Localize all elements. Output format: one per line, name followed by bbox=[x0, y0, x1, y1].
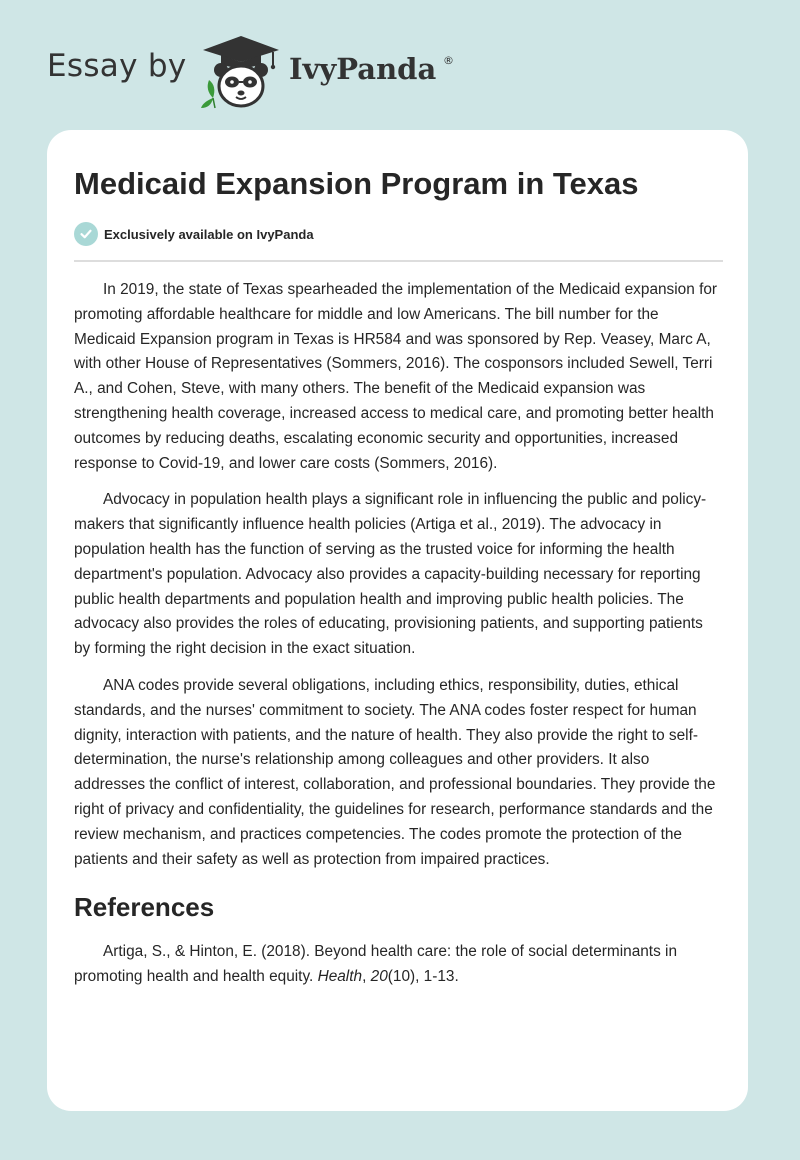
paragraph: ANA codes provide several obligations, including ethics, responsibility, duties, ethical standards, and the nurses' commitment to society. The ANA codes foster respect for human dignity, interaction with patients, and the nature of health. They also provide the right to self-determination, the nurse's relationship among colleagues and other providers. It also addresses the conflict of interest, collaboration, and professional boundaries. They provide the right of privacy and confidentiality, the guidelines for research, performance standards and the review mechanism, and practices competencies. The codes promote the protection of the patients and their safety as well as protection from impaired practices. bbox=[74, 676, 716, 868]
essay-body bbox=[74, 278, 723, 990]
reference-volume: 20 bbox=[370, 968, 388, 986]
references-heading: References bbox=[74, 892, 215, 923]
reference-item bbox=[74, 940, 723, 990]
check-icon bbox=[74, 222, 98, 246]
paragraph: In 2019, the state of Texas spearheaded the implementation of the Medicaid expansion for promoting affordable healthcare for middle and low Americans. The bill number for the Medicaid Expansion program in Texas is HR584 and was sponsored by Rep. Veasey, Marc A, with other House of Representatives (Sommers, 2016). The cosponsors included Sewell, Terri A., and Cohen, Steve, with many others. The benefit of the Medicaid expansion was strengthening health coverage, increased access to medical care, and promoting better health outcomes by reducing deaths, escalating economic security and opportunities, increased response to Covid-19, and lower care costs (Sommers, 2016). bbox=[74, 281, 718, 472]
ivypanda-logo-icon[interactable] bbox=[199, 34, 283, 110]
reference-text: Artiga, S., & Hinton, E. (2018). Beyond health care: the role of social determinants in promoting health and health equity. bbox=[74, 943, 678, 986]
reference-separator: , bbox=[362, 968, 371, 986]
essay-card bbox=[47, 130, 748, 1111]
brand-prefix: Essay by bbox=[47, 48, 187, 84]
exclusive-label: Exclusively available on IvyPanda bbox=[104, 226, 314, 242]
essay-title: Medicaid Expansion Program in Texas bbox=[74, 166, 639, 201]
brand-header bbox=[47, 34, 507, 114]
registered-mark: ® bbox=[443, 54, 454, 67]
reference-tail: (10), 1-13. bbox=[387, 968, 459, 986]
paragraph: Advocacy in population health plays a significant role in influencing the public and policy-makers that significantly influence health policies (Artiga et al., 2019). The advocacy in population health has the function of serving as the trusted voice for informing the health department's population. Advocacy also provides a capacity-building necessary for reporting public health departments and population health and improving public health policies. The advocacy also provides the roles of educating, provisioning patients, and supporting patients by forming the right decision in the exact situation. bbox=[74, 491, 707, 658]
divider bbox=[74, 260, 723, 262]
exclusive-badge bbox=[74, 222, 314, 246]
brand-name: IvyPanda bbox=[289, 52, 437, 86]
reference-journal: Health bbox=[317, 968, 363, 986]
